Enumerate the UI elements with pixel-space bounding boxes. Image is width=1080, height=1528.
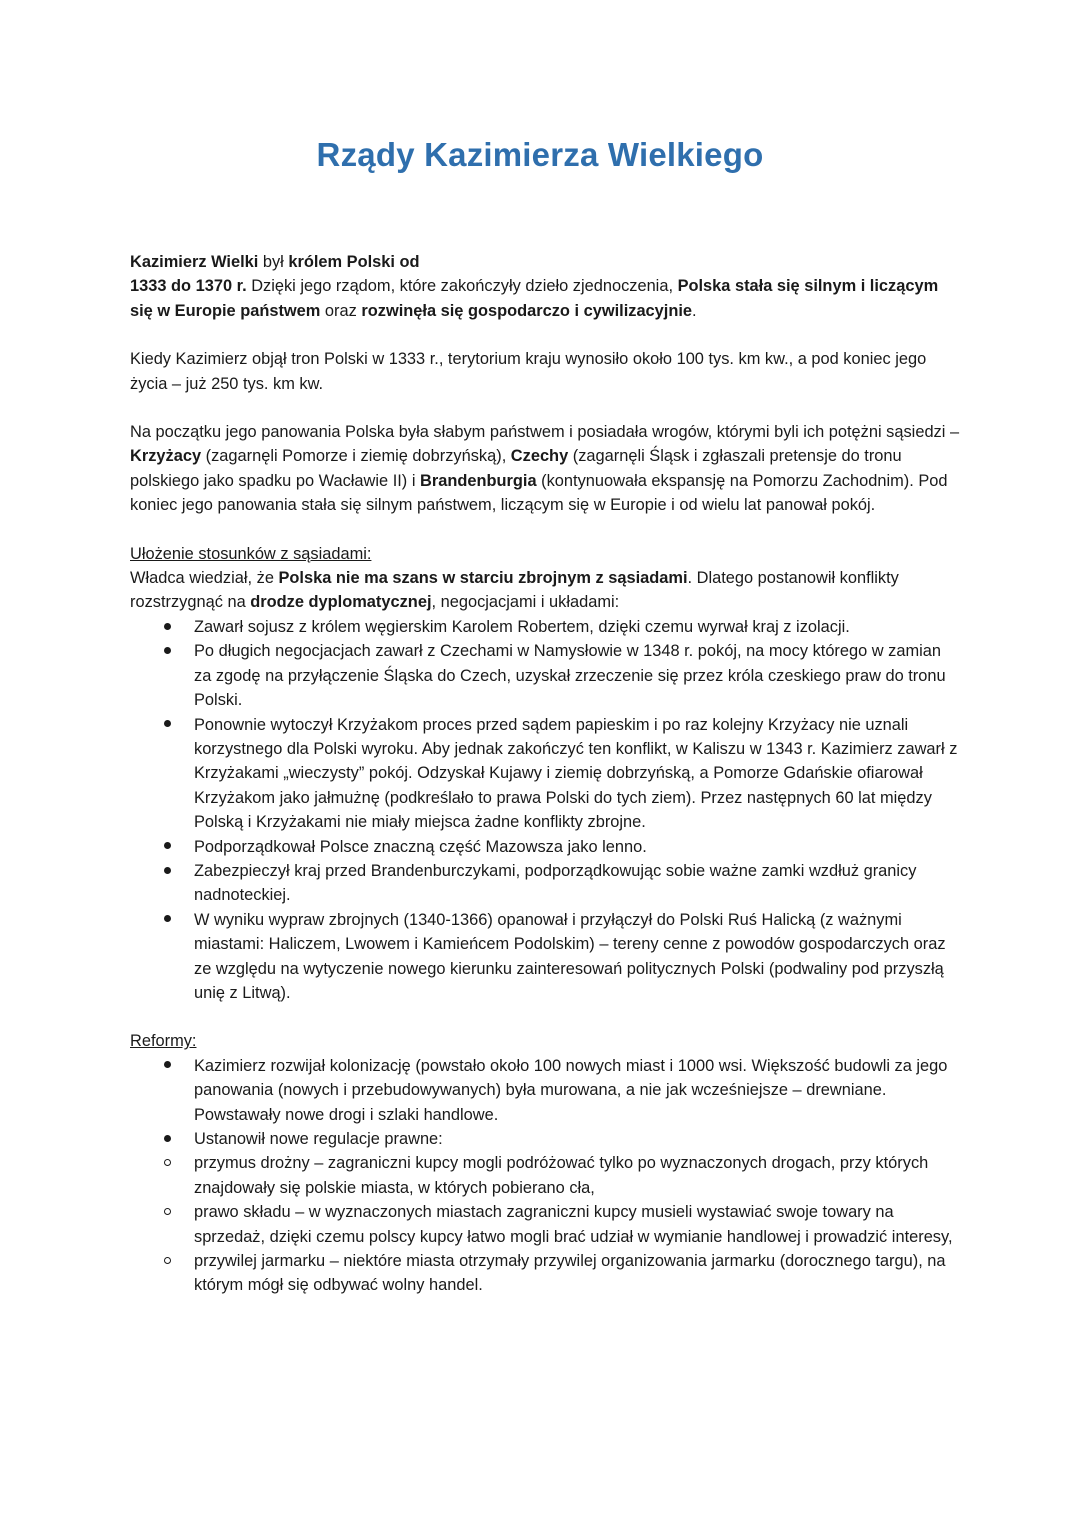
text-run: Dzięki jego rządom, które zakończyły dzieło zjednoczenia, (246, 277, 678, 296)
bold-text: Kazimierz Wielki (130, 253, 259, 271)
circle-bullet-icon (160, 1151, 174, 1175)
bold-text: Krzyżacy (130, 447, 202, 466)
list-item-text: Podporządkował Polsce znaczną część Mazowsza jako lenno. (194, 837, 647, 856)
bullet-icon (160, 1054, 174, 1078)
bold-text: Polska nie ma szans w starciu zbrojnym z sąsiadami (278, 569, 688, 588)
text-run: Władca wiedział, że (130, 569, 279, 588)
text-run: (kontynuowała ekspansję na Pomorzu Zachodnim). Pod koniec jego panowania stała się silnym państwem, liczącym się w Europie i od wielu lat panował pokój. (130, 471, 948, 515)
bullet-icon (160, 639, 174, 663)
list-item (130, 1127, 960, 1151)
page-title: Rządy Kazimierza Wielkiego (316, 136, 764, 173)
list-item-text: Zabezpieczył kraj przed Brandenburczykami, podporządkowując sobie ważne zamki wzdłuż granicy nadnoteckiej. (194, 861, 917, 905)
circle-bullet-icon (160, 1249, 174, 1273)
bold-text: Polska stała się silnym i liczącym się w Europie państwem (130, 277, 939, 320)
list-item-text: przymus drożny – zagraniczni kupcy mogli podróżować tylko po wyznaczonych drogach, przy których znajdowały się polskie miasta, w których pobierano cła, (194, 1154, 929, 1197)
list-item (130, 859, 960, 908)
bullet-icon (160, 1127, 174, 1151)
list-item (130, 835, 960, 859)
bullet-icon (160, 615, 174, 639)
circle-bullet-icon (160, 1200, 174, 1224)
intro-paragraph-3 (130, 420, 960, 518)
bullet-icon (160, 713, 174, 737)
list-item (130, 615, 960, 639)
bold-text: 1333 do 1370 r. (130, 277, 247, 296)
bold-text: rozwinęła się gospodarczo i cywilizacyjnie (361, 301, 693, 320)
text-run: był (258, 253, 289, 271)
text-run: . (692, 301, 697, 320)
list-item (130, 1151, 960, 1200)
text-run: (zagarnęli Pomorze i ziemię dobrzyńską), (201, 447, 511, 466)
text-run: Na początku jego panowania Polska była słabym państwem i posiadała wrogów, którymi byli ich potężni sąsiedzi – (130, 423, 960, 442)
neighbors-list (130, 615, 960, 1006)
list-item-text: prawo składu – w wyznaczonych miastach zagraniczni kupcy musieli wystawiać swoje towary na sprzedaż, dzięki czemu polscy kupcy łatwo mogli brać udział w wymianie handlowej i prowadzić interesy, (194, 1203, 953, 1246)
text-run: (zagarnęli Śląsk i zgłaszali pretensje do tronu polskiego jako spadku po Wacławie II) i (130, 447, 902, 490)
intro-paragraph-1 (130, 250, 960, 323)
bold-text: Czechy (510, 447, 569, 466)
bold-text: królem Polski od (288, 253, 420, 271)
list-item (130, 1200, 960, 1249)
list-item-text: Ponownie wytoczył Krzyżakom proces przed sądem papieskim i po raz kolejny Krzyżacy nie uznali korzystnego dla Polski wyroku. Aby jednak zakończyć ten konflikt, w Kaliszu w 1343 r. Kazimierz zawarł z Krzyżakami „wieczysty” pokój. Odzyskał Kujawy i ziemię dobrzyńską, a Pomorze Gdańskie ofiarował Krzyżakom jako jałmużnę (podkreślało to prawa Polski do tych ziem). Przez następnych 60 lat między Polską i Krzyżakami nie miały miejsca żadne konflikty zbrojne. (194, 715, 958, 832)
list-item-text: Kazimierz rozwijał kolonizację (powstało około 100 nowych miast i 1000 wsi. Większość budowli za jego panowania (nowych i przebudowywanych) była murowana, a nie jak wcześniejsze – drewniane. Powstawały nowe drogi i szlaki handlowe. (194, 1056, 948, 1124)
bold-text: drodze dyplomatycznej (250, 593, 432, 612)
bold-text: Brandenburgia (420, 471, 537, 490)
text-run: Kiedy Kazimierz objął tron Polski w 1333 r., terytorium kraju wynosiło około 100 tys. km kw., a pod koniec jego życia – już 250 tys. km kw. (130, 350, 927, 393)
list-item-text: Ustanowił nowe regulacje prawne: (194, 1130, 443, 1148)
list-item-text: przywilej jarmarku – niektóre miasta otrzymały przywilej organizowania jarmarku (dorocznego targu), na którym mógł się odbywać wolny handel. (194, 1252, 946, 1295)
list-item (130, 639, 960, 712)
intro-paragraph-2 (130, 347, 960, 396)
reforms-heading: Reformy: (130, 1032, 197, 1051)
list-item-text: W wyniku wypraw zbrojnych (1340-1366) opanował i przyłączył do Polski Ruś Halicką (z ważnymi miastami: Haliczem, Lwowem i Kamieńcem Podolskim) – tereny cenne z powodów gospodarczych oraz ze względu na wytyczenie nowego kierunku zainteresowań politycznych Polski (podwaliny pod przyszłą unię z Litwą). (194, 910, 946, 1002)
list-item-text: Po długich negocjacjach zawarł z Czechami w Namysłowie w 1348 r. pokój, na mocy którego w zamian za zgodę na przyłączenie Śląska do Czech, uzyskał zrzeczenie się przez króla czeskiego praw do tronu Polski. (194, 642, 946, 710)
text-run: oraz (320, 301, 362, 320)
text-run: . Dlatego postanowił konflikty rozstrzygnąć na (130, 569, 899, 612)
reforms-list (130, 1054, 960, 1298)
bullet-icon (160, 859, 174, 883)
bullet-icon (160, 908, 174, 932)
list-item (130, 1249, 960, 1298)
bullet-icon (160, 835, 174, 859)
list-item (130, 1054, 960, 1127)
neighbors-lead (130, 566, 960, 615)
list-item (130, 908, 960, 1006)
neighbors-heading: Ułożenie stosunków z sąsiadami: (130, 544, 372, 563)
text-run: , negocjacjami i układami: (431, 593, 620, 612)
document-body (130, 250, 960, 1298)
list-item (130, 713, 960, 835)
list-item-text: Zawarł sojusz z królem węgierskim Karolem Robertem, dzięki czemu wyrwał kraj z izolacji. (194, 617, 850, 636)
